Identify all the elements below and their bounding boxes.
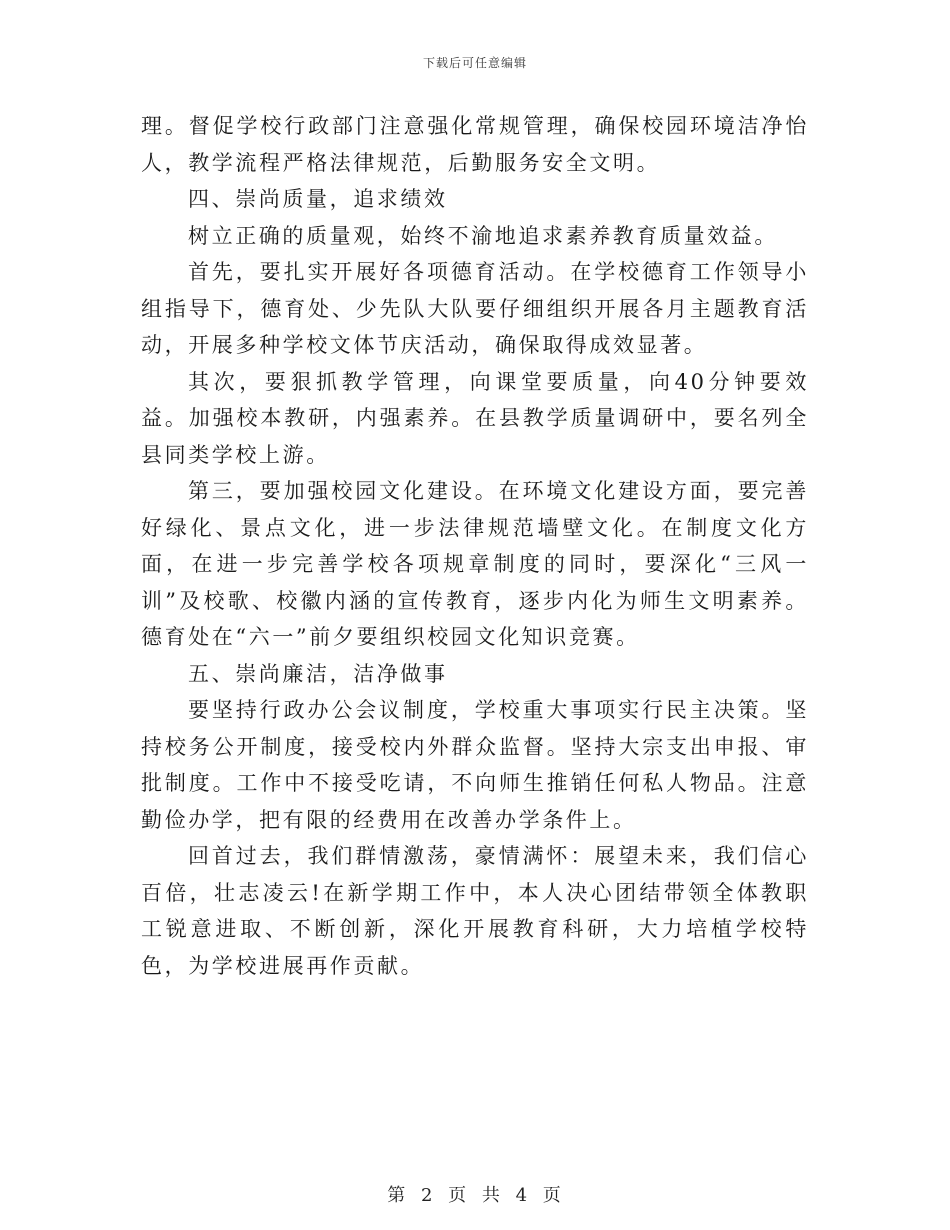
section-heading-integrity: 五、崇尚廉洁，洁净做事 xyxy=(188,661,448,686)
page-header: 下载后可任意编辑 xyxy=(422,56,527,70)
paragraph-quality-view: 树立正确的质量观，始终不渝地追求素养教育质量效益。 xyxy=(188,223,778,248)
paragraph-teaching-management: 其次，要狠抓教学管理，向课堂要质量，向40分钟要效益。加强校本教研，内强素养。在县教学质量调研中，要名列全县同类学校上游。 xyxy=(141,369,809,467)
paragraph-administration: 要坚持行政办公会议制度，学校重大事项实行民主决策。坚持校务公开制度，接受校内外群众监督。坚持大宗支出申报、审批制度。工作中不接受吃请，不向师生推销任何私人物品。注意勤俭办学，把有限的经费用在改善办学条件上。 xyxy=(141,698,809,832)
document-body xyxy=(141,108,809,984)
section-heading-quality: 四、崇尚质量，追求绩效 xyxy=(188,187,448,211)
page-number-footer: 第 2 页 共 4 页 xyxy=(387,1185,563,1206)
paragraph-moral-education: 首先，要扎实开展好各项德育活动。在学校德育工作领导小组指导下，德育处、少先队大队要仔细组织开展各月主题教育活动，开展多种学校文体节庆活动，确保取得成效显著。 xyxy=(141,260,809,357)
paragraph-campus-culture: 第三，要加强校园文化建设。在环境文化建设方面，要完善好绿化、景点文化，进一步法律规范墙壁文化。在制度文化方面，在进一步完善学校各项规章制度的同时，要深化“三风一训”及校歌、校徽内涵的宣传教育，逐步内化为师生文明素养。德育处在“六一”前夕要组织校园文化知识竞赛。 xyxy=(141,479,809,649)
paragraph-conclusion: 回首过去，我们群情激荡，豪情满怀：展望未来，我们信心百倍，壮志凌云!在新学期工作中，本人决心团结带领全体教职工锐意进取、不断创新，深化开展教育科研，大力培植学校特色，为学校进展再作贡献。 xyxy=(141,844,809,978)
paragraph-continuation: 理。督促学校行政部门注意强化常规管理，确保校园环境洁净怡人，教学流程严格法律规范，后勤服务安全文明。 xyxy=(141,114,809,175)
